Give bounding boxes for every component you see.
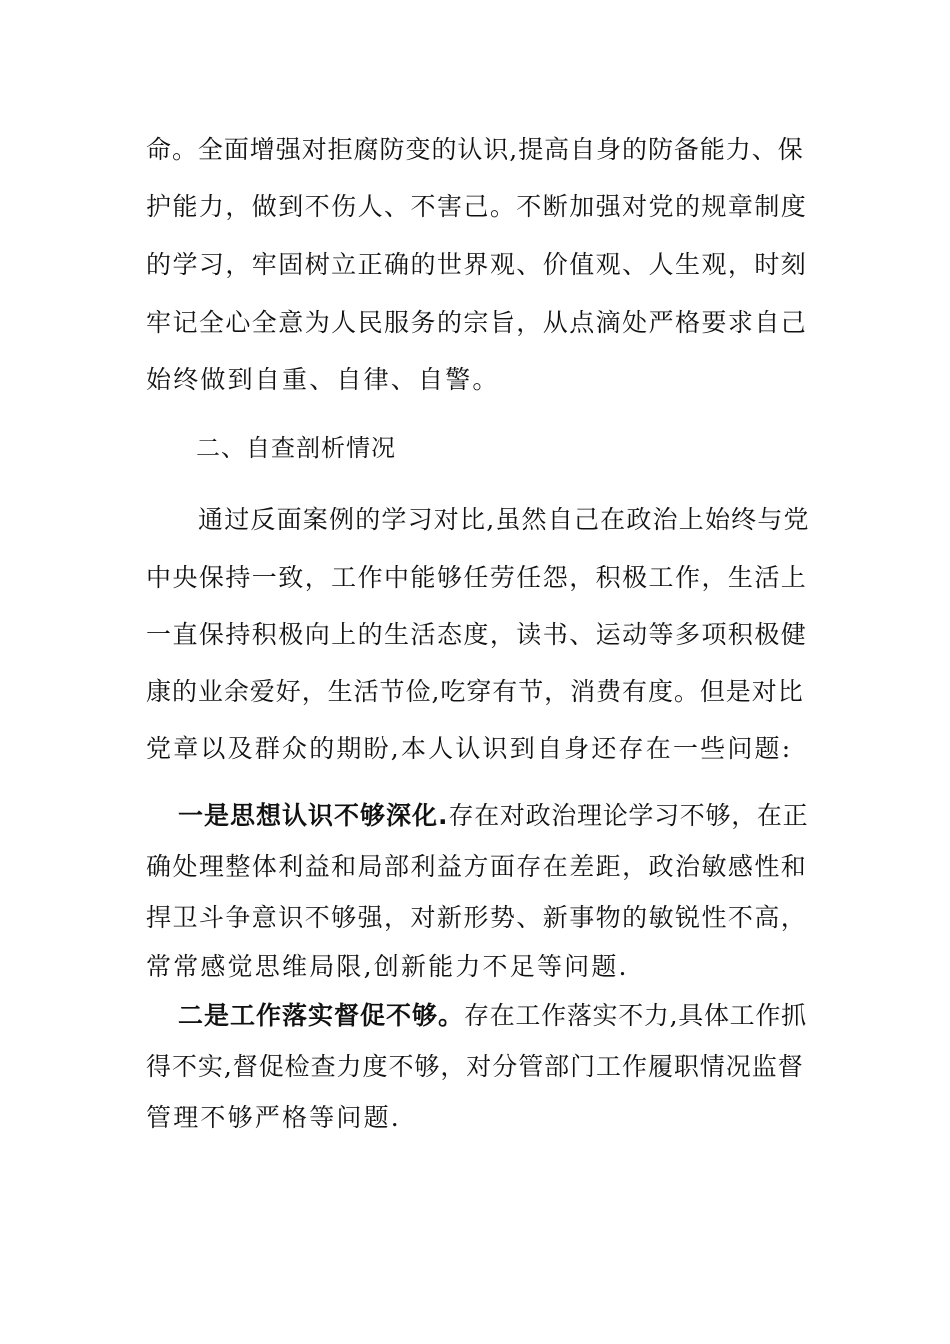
- paragraph1-line: 护能力，做到不伤人、不害己。不断加强对党的规章制度: [146, 192, 808, 221]
- paragraph2-line: 党章以及群众的期盼,本人认识到自身还存在一些问题:: [146, 734, 793, 763]
- item1-line: 确处理整体利益和局部利益方面存在差距，政治敏感性和: [146, 852, 808, 881]
- section-heading: 二、自查剖析情况: [196, 434, 396, 462]
- item2-line: 管理不够严格等问题.: [146, 1103, 401, 1132]
- item2-line: 得不实,督促检查力度不够，对分管部门工作履职情况监督: [146, 1052, 804, 1081]
- item1-heading: 一是思想认识不够深化.: [178, 801, 449, 830]
- paragraph2-line: 通过反面案例的学习对比,虽然自己在政治上始终与党: [198, 505, 810, 534]
- item1-text: 存在对政治理论学习不够，在正: [448, 801, 809, 830]
- item1-line: 常常感觉思维局限,创新能力不足等问题.: [146, 952, 629, 981]
- paragraph1-line: 牢记全心全意为人民服务的宗旨，从点滴处严格要求自己: [146, 308, 808, 337]
- item2-heading: 二是工作落实督促不够。: [178, 1001, 465, 1030]
- paragraph2-line: 一直保持积极向上的生活态度，读书、运动等多项积极健: [146, 620, 808, 649]
- item1-first-line: [178, 800, 808, 832]
- paragraph1-line: 命。全面增强对拒腐防变的认识,提高自身的防备能力、保: [146, 135, 804, 164]
- paragraph1-line: 始终做到自重、自律、自警。: [146, 365, 500, 394]
- item2-text: 存在工作落实不力,具体工作抓: [464, 1001, 807, 1030]
- item2-first-line: [178, 1000, 807, 1032]
- item1-line: 捍卫斗争意识不够强，对新形势、新事物的敏锐性不高，: [146, 903, 808, 932]
- paragraph2-line: 康的业余爱好，生活节俭,吃穿有节，消费有度。但是对比: [146, 677, 804, 706]
- paragraph2-line: 中央保持一致，工作中能够任劳任怨，积极工作，生活上: [146, 563, 808, 592]
- paragraph1-line: 的学习，牢固树立正确的世界观、价值观、人生观，时刻: [146, 250, 808, 279]
